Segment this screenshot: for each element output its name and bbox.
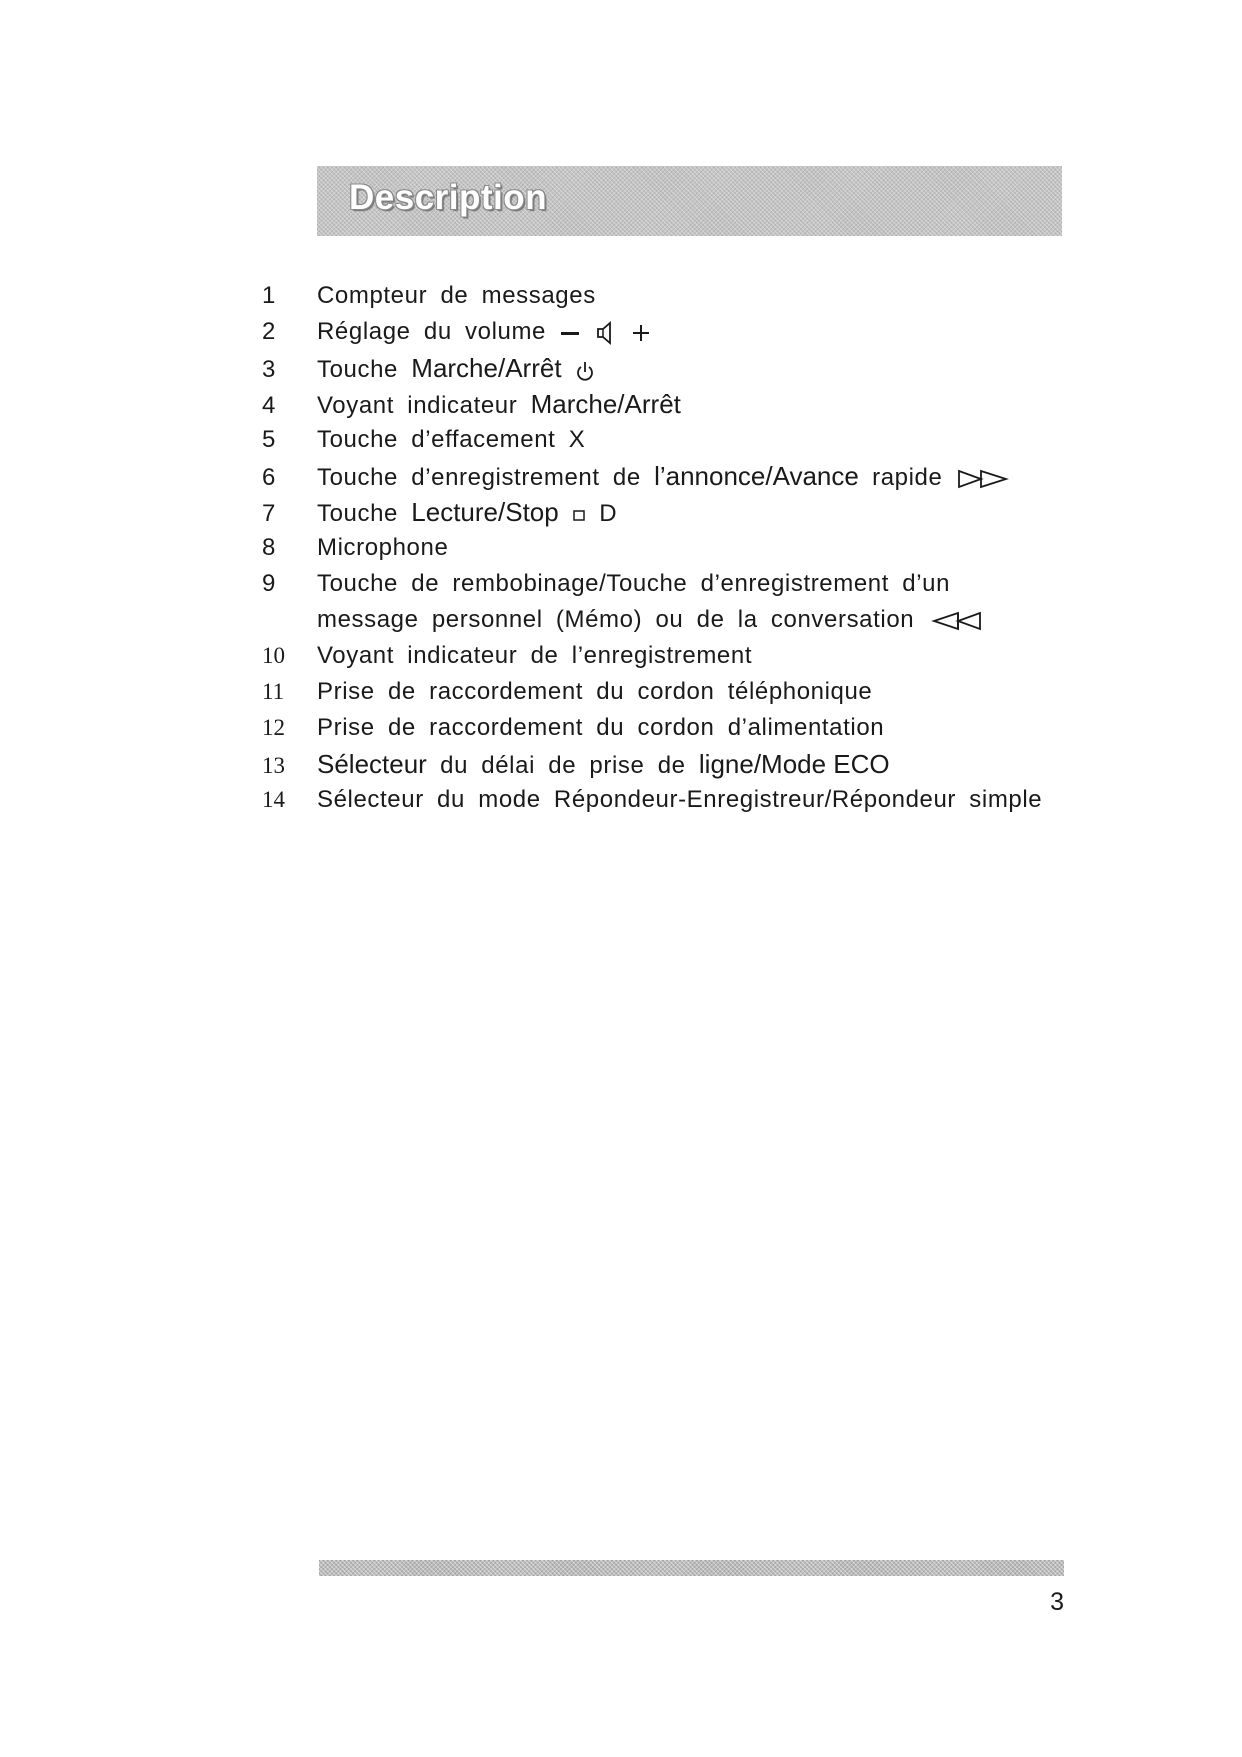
- list-item: [262, 638, 1062, 674]
- item-label: Sélecteur du mode Répondeur-Enregistreur/Répondeur simple: [317, 786, 1043, 813]
- item-number: 13: [262, 753, 285, 778]
- item-text: [317, 782, 1042, 818]
- item-label: Compteur de messages: [317, 282, 596, 309]
- item-number: 5: [262, 426, 276, 453]
- item-number: 6: [262, 464, 276, 491]
- page-number: 3: [1050, 1588, 1064, 1616]
- item-label-emphasis: Marche/Arrêt: [530, 389, 681, 419]
- item-text: [317, 710, 884, 746]
- item-label: Prise de raccordement du cordon d’alimentation: [317, 714, 885, 741]
- item-label: Touche d’enregistrement de: [317, 464, 641, 491]
- item-label: Voyant indicateur: [317, 392, 518, 419]
- page-title: Description: [349, 178, 548, 217]
- item-text: [317, 494, 617, 532]
- item-text: [317, 566, 984, 638]
- item-text: [317, 422, 585, 458]
- fast-forward-icon: [956, 468, 1012, 490]
- item-label-emphasis: Marche/Arrêt: [411, 353, 562, 383]
- list-item: [262, 386, 1062, 422]
- item-label: Microphone: [317, 534, 449, 561]
- item-number: 11: [262, 679, 285, 704]
- delete-symbol: X: [568, 426, 586, 453]
- play-symbol: D: [599, 500, 618, 527]
- item-label: Touche d’effacement: [317, 426, 556, 453]
- list-item: [262, 314, 1062, 350]
- list-item: [262, 710, 1062, 746]
- list-item: [262, 278, 1062, 314]
- list-item: [262, 422, 1062, 458]
- item-text: [317, 278, 596, 314]
- item-label: Réglage du volume: [317, 318, 547, 345]
- list-item: [262, 530, 1062, 566]
- item-text: [317, 638, 752, 674]
- item-text: [317, 314, 652, 350]
- item-label: Voyant indicateur de l’enregistrement: [317, 642, 753, 669]
- item-label-emphasis: ligne/Mode ECO: [698, 749, 890, 779]
- item-number: 2: [262, 318, 276, 345]
- list-item: [262, 458, 1062, 494]
- title-banner: [317, 166, 1062, 236]
- list-item: [262, 674, 1062, 710]
- power-icon: [575, 359, 595, 383]
- minus-icon: [559, 326, 581, 340]
- list-item: [262, 782, 1062, 818]
- item-label-emphasis: l’annonce/Avance: [654, 461, 859, 491]
- item-label: Touche de rembobinage/Touche d’enregistrement d’un: [317, 570, 951, 597]
- item-number: 4: [262, 392, 276, 419]
- speaker-icon: [595, 321, 617, 345]
- item-text: [317, 674, 872, 710]
- item-label: Prise de raccordement du cordon téléphonique: [317, 678, 873, 705]
- item-number: 9: [262, 570, 276, 597]
- item-text: [317, 530, 448, 566]
- item-text: [317, 386, 681, 424]
- item-label: Touche: [317, 500, 398, 527]
- list-item: [262, 350, 1062, 386]
- plus-icon: [630, 322, 652, 344]
- item-number: 8: [262, 534, 276, 561]
- item-number: 1: [262, 282, 276, 309]
- item-text: [317, 458, 1012, 496]
- item-text: [317, 746, 890, 784]
- item-number: 10: [262, 643, 285, 668]
- stop-icon: [572, 508, 586, 522]
- item-number: 12: [262, 715, 285, 740]
- item-label: du délai de prise de: [440, 752, 686, 779]
- item-number: 3: [262, 356, 276, 383]
- item-label-emphasis: Lecture/Stop: [411, 497, 559, 527]
- rewind-icon: [928, 610, 984, 632]
- footer-rule: [319, 1560, 1064, 1576]
- list-item: [262, 566, 1062, 638]
- item-number: 14: [262, 787, 285, 812]
- item-text: [317, 350, 595, 388]
- item-number: 7: [262, 500, 276, 527]
- list-item: [262, 746, 1062, 782]
- list-item: [262, 494, 1062, 530]
- item-label-emphasis: Sélecteur: [317, 749, 427, 779]
- item-label: Touche: [317, 356, 398, 383]
- item-label: rapide: [872, 464, 943, 491]
- description-list: [262, 278, 1062, 818]
- item-label: message personnel (Mémo) ou de la conversation: [317, 606, 915, 633]
